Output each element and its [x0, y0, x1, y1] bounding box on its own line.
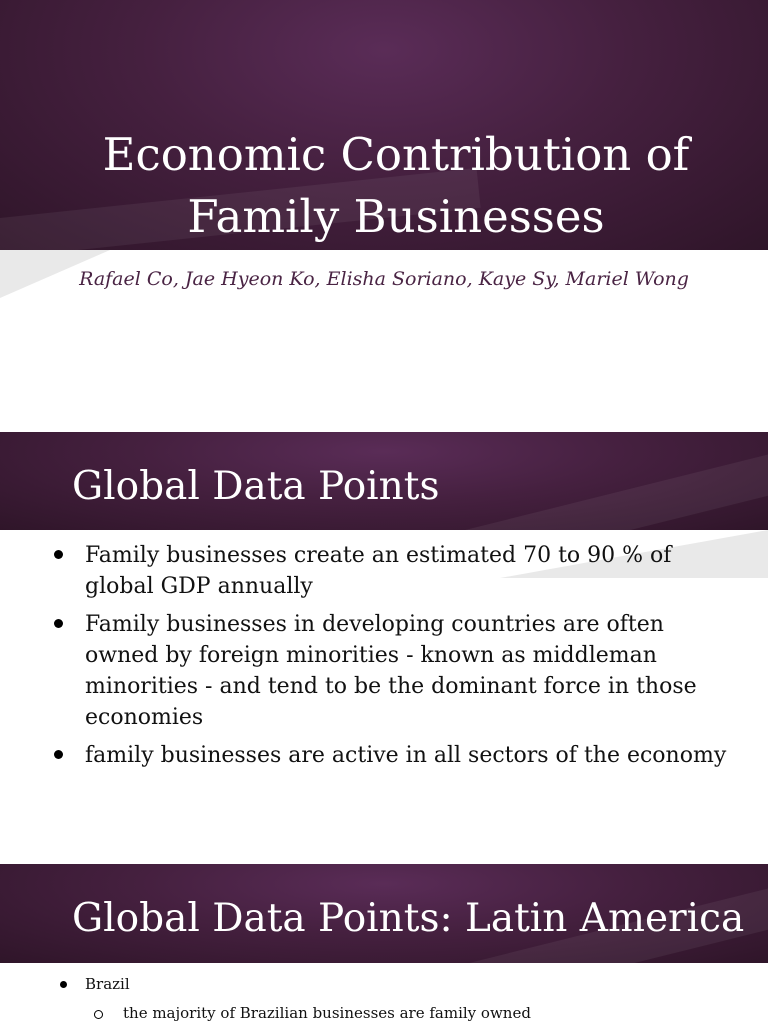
title-line-1: Economic Contribution of	[102, 128, 690, 181]
latin-america-slide	[0, 864, 768, 1024]
bullet-icon	[60, 981, 67, 988]
title-line-2: Family Businesses	[187, 190, 605, 243]
bullet-text: family businesses are active in all sectors of the economy	[85, 743, 727, 768]
slide-heading: Global Data Points: Latin America	[72, 896, 745, 941]
global-data-slide	[0, 432, 768, 852]
bullet-list	[50, 540, 730, 778]
list-item	[50, 740, 730, 771]
bullet-text: Family businesses create an estimated 70 to 90 % of global GDP annually	[85, 543, 672, 599]
band-streak	[421, 444, 768, 530]
bullet-icon	[54, 619, 63, 628]
bullet-text: Family businesses in developing countries are often owned by foreign minorities - known as middleman minorities - and tend to be the dominant force in those economies	[85, 612, 697, 730]
slide-title	[0, 124, 768, 248]
hollow-bullet-icon	[94, 1010, 103, 1019]
bullet-icon	[54, 550, 63, 559]
bullet-text: Brazil	[85, 975, 130, 993]
sub-bullet-text: the majority of Brazilian businesses are family owned	[123, 1004, 531, 1022]
list-item	[50, 540, 730, 602]
bullet-icon	[54, 750, 63, 759]
title-slide	[0, 0, 768, 420]
authors: Rafael Co, Jae Hyeon Ko, Elisha Soriano, Kaye Sy, Mariel Wong	[79, 268, 689, 290]
list-item	[50, 609, 730, 733]
slide-heading: Global Data Points	[72, 464, 440, 509]
